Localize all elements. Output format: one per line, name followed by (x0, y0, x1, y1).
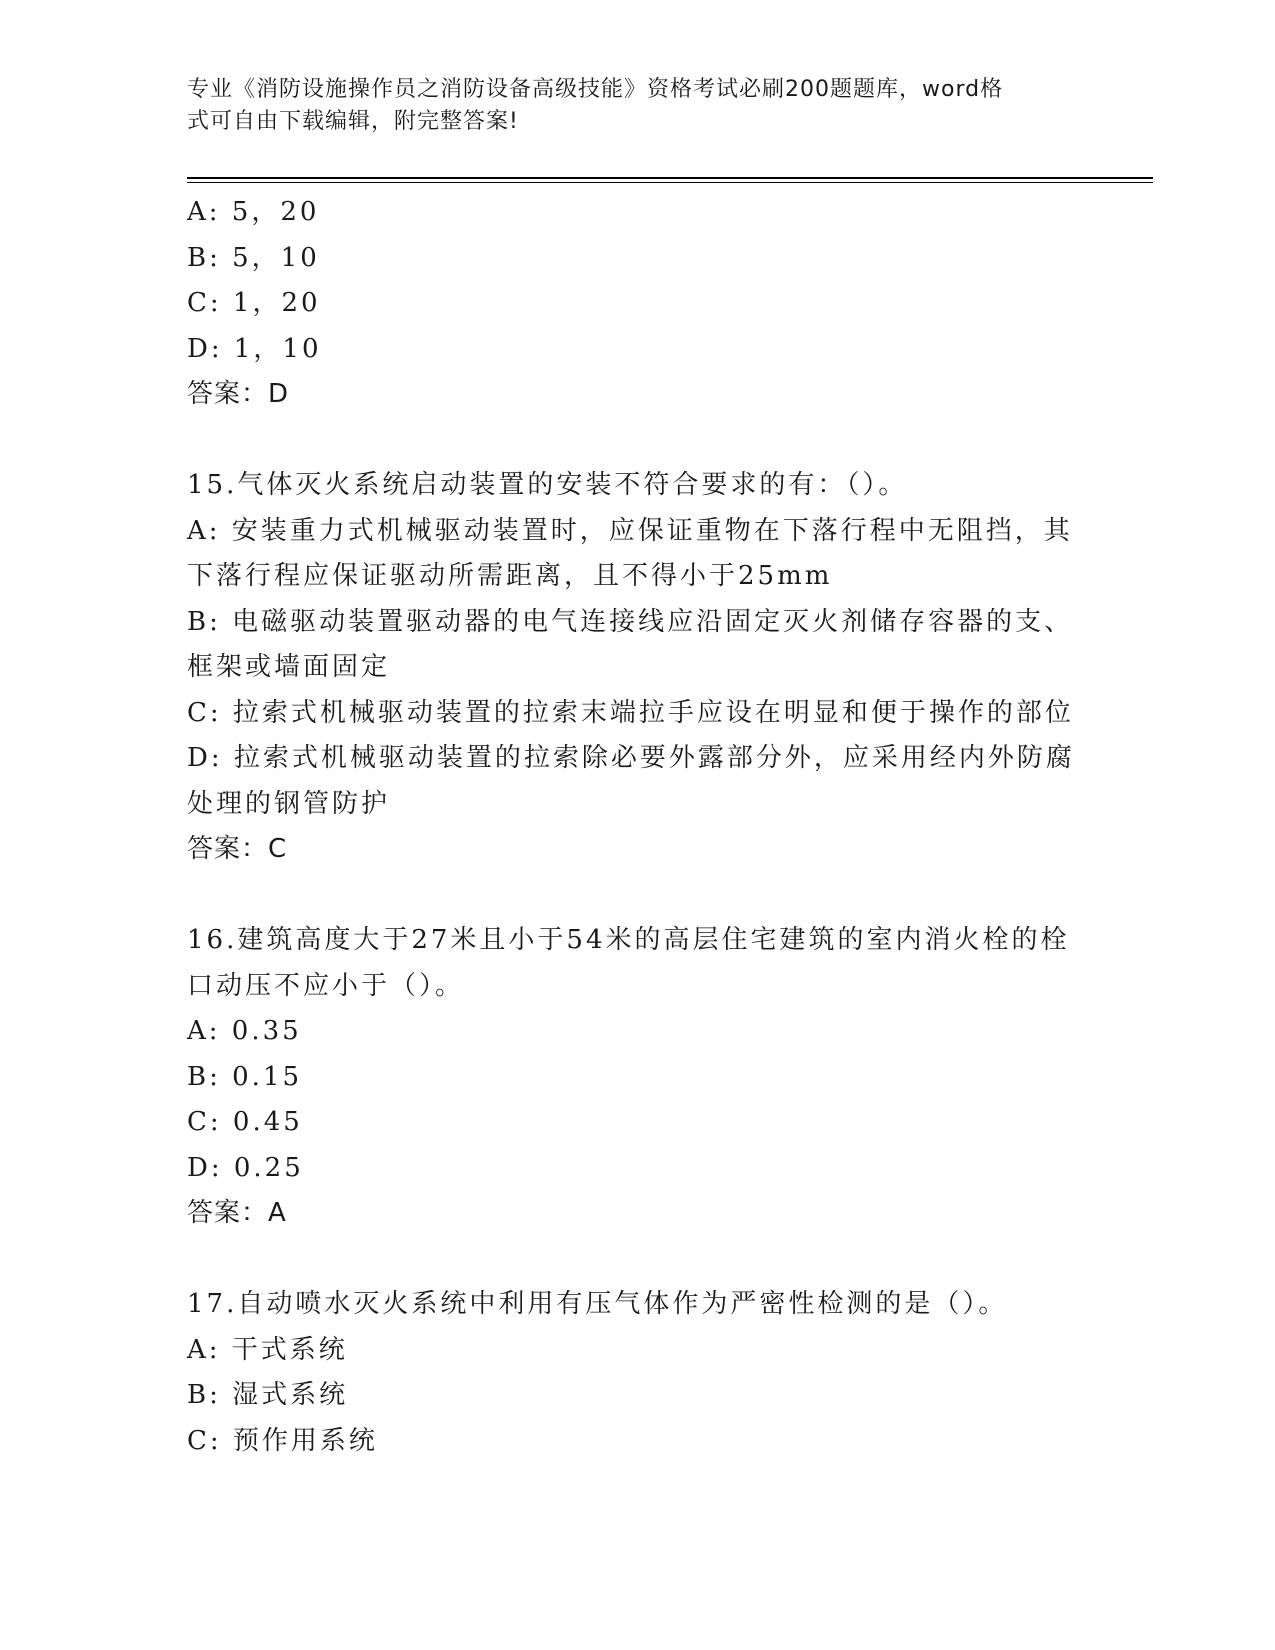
option-a-continued: 下落行程应保证驱动所需距离，且不得小于25mm (187, 561, 833, 591)
option-b: B: 电磁驱动装置驱动器的电气连接线应沿固定灭火剂储存容器的支、 (187, 606, 1074, 637)
question-14-block (187, 190, 1087, 418)
option-a: A: 5，20 (187, 197, 320, 227)
option-b: B: 湿式系统 (187, 1380, 349, 1410)
document-header (187, 74, 1067, 138)
spacer (187, 418, 1087, 464)
option-b-continued: 框架或墙面固定 (187, 652, 391, 682)
header-rule-thin (187, 182, 1153, 183)
option-a: A: 0.35 (187, 1016, 302, 1046)
answer-line: 答案：D (187, 379, 290, 409)
option-a: A: 干式系统 (187, 1334, 348, 1365)
question-17-block (187, 1282, 1087, 1464)
option-d: D: 1，10 (187, 333, 322, 364)
header-line-1: 专业《消防设施操作员之消防设备高级技能》资格考试必刷200题题库，word格 (187, 77, 1004, 102)
question-16-block (187, 918, 1087, 1237)
option-b: B: 0.15 (187, 1061, 303, 1092)
question-15-block (187, 463, 1087, 873)
answer-line: 答案：C (187, 834, 288, 864)
question-stem: 16.建筑高度大于27米且小于54米的高层住宅建筑的室内消火栓的栓 (187, 925, 1070, 955)
spacer (187, 873, 1087, 919)
answer-line: 答案：A (187, 1198, 287, 1228)
header-rule-thick (187, 177, 1153, 179)
option-b: B: 5，10 (187, 242, 320, 273)
document-body (187, 190, 1087, 1464)
option-c: C: 拉索式机械驱动装置的拉索末端拉手应设在明显和便于操作的部位 (187, 697, 1074, 728)
option-d: D: 拉索式机械驱动装置的拉索除必要外露部分外，应采用经内外防腐 (187, 743, 1075, 773)
option-c: C: 预作用系统 (187, 1425, 378, 1456)
option-c: C: 1，20 (187, 288, 321, 318)
question-stem: 15.气体灭火系统启动装置的安装不符合要求的有：（）。 (187, 470, 908, 500)
option-c: C: 0.45 (187, 1107, 303, 1137)
question-stem-continued: 口动压不应小于（）。 (187, 970, 465, 1001)
question-stem: 17.自动喷水灭火系统中利用有压气体作为严密性检测的是（）。 (187, 1289, 1008, 1319)
option-a: A: 安装重力式机械驱动装置时，应保证重物在下落行程中无阻挡，其 (187, 515, 1073, 546)
header-line-2: 式可自由下载编辑，附完整答案! (187, 109, 519, 134)
option-d-continued: 处理的钢管防护 (187, 788, 391, 819)
option-d: D: 0.25 (187, 1152, 304, 1183)
spacer (187, 1237, 1087, 1283)
